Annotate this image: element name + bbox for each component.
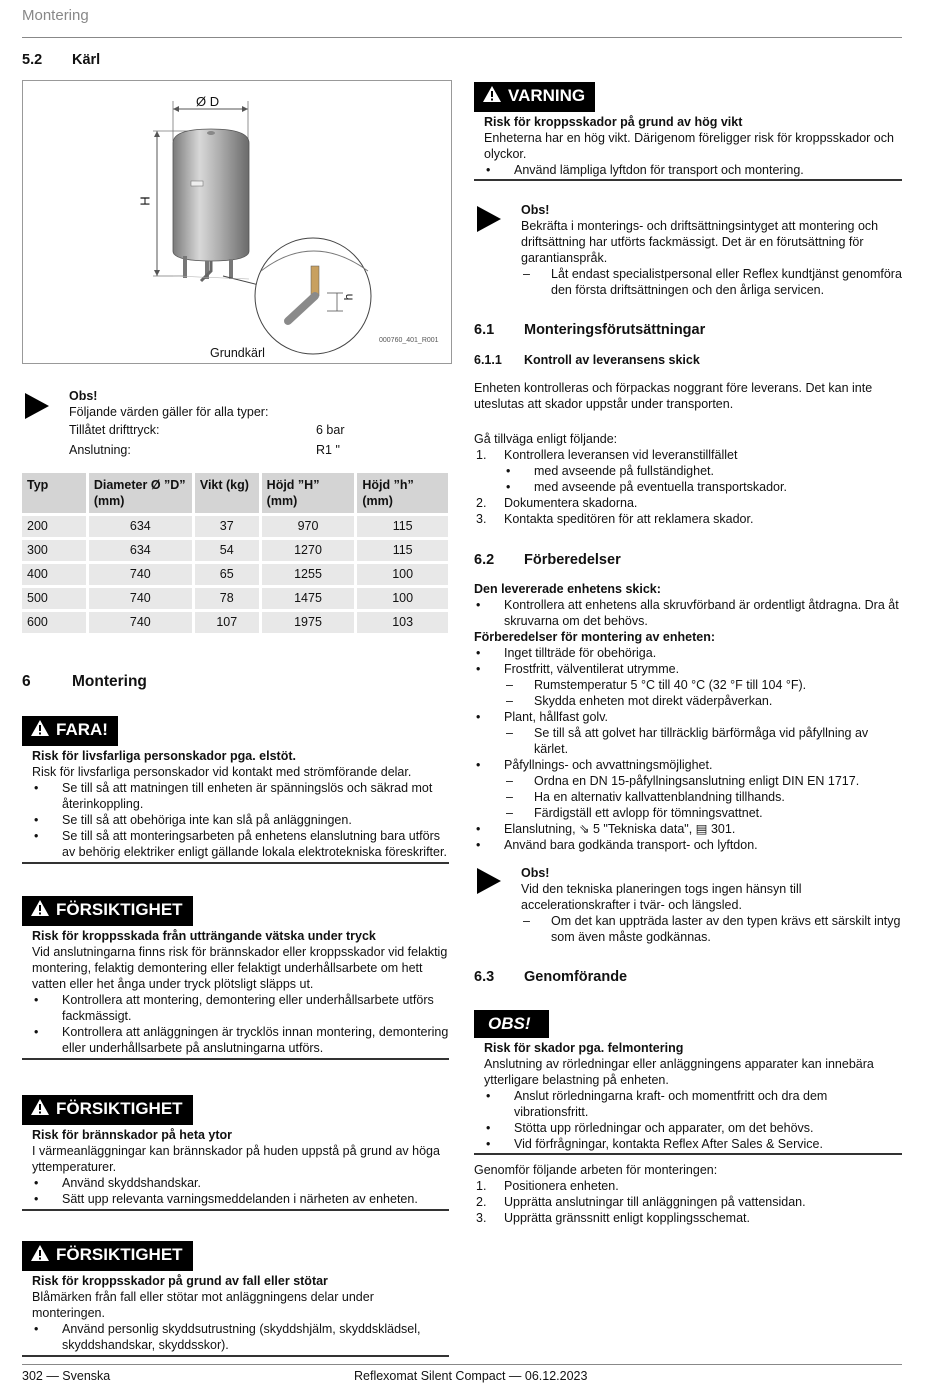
list-item: • Plant, hållfast golv. (476, 710, 608, 724)
list-item: 2. Dokumentera skadorna. (476, 496, 638, 510)
list-item: 3. Upprätta gränssnitt enligt kopplingsschemat. (476, 1211, 750, 1225)
running-header: Montering (22, 7, 89, 24)
obs-row-pressure (69, 420, 449, 440)
caution-box-pressure (22, 896, 449, 1060)
caution-badge: FÖRSIKTIGHET (22, 1241, 193, 1271)
obs-row-connection (69, 440, 449, 460)
caution-text: Blåmärken från fall eller stötar mot anläggningens delar under monteringen. (32, 1290, 374, 1320)
vessel-figure (22, 80, 452, 364)
obs-row-value: 6 bar (316, 423, 345, 437)
list-item: • Använd bara godkända transport- och lyftdon. (476, 838, 758, 852)
col-header: Typ (22, 473, 86, 513)
warning-box (474, 82, 902, 181)
col-header: Vikt (kg) (195, 473, 259, 513)
table-row: 400 740 65 1255 100 (22, 564, 448, 585)
danger-badge: FARA! (22, 716, 118, 746)
list-item: – Ha en alternativ kallvattenblandning tillhands. (506, 790, 785, 804)
table-row: 300 634 54 1270 115 (22, 540, 448, 561)
warning-triangle-icon (30, 1098, 50, 1122)
warning-triangle-icon (30, 899, 50, 923)
footer-rule (22, 1364, 902, 1365)
section-5-2-heading (22, 52, 100, 68)
list-item: • Inget tillträde för obehöriga. (476, 646, 657, 660)
caution-box-hot (22, 1095, 449, 1211)
warning-badge: VARNING (474, 82, 595, 112)
danger-box (22, 716, 449, 864)
caution-title: Risk för kroppsskador på grund av fall eller stötar (32, 1274, 328, 1288)
warning-text: Enheterna har en hög vikt. Därigenom föreligger risk för kroppsskador och olyckor. (484, 131, 894, 161)
list-item: 3. Kontakta speditören för att reklamera skador. (476, 512, 754, 526)
table-header-row (22, 473, 448, 513)
installation-steps: Genomför följande arbeten för monteringen: 1. Positionera enheten. 2. Upprätta anslutningar till anläggningen på vattensidan. 3. Upprätta gränssnitt enligt kopplingsschemat. (474, 1162, 902, 1226)
label-height-big: H (137, 196, 153, 206)
note-arrow-icon (477, 868, 501, 894)
figure-code: 000760_401_R001 (379, 337, 439, 344)
label-height-small: h (341, 293, 356, 301)
obs-text: Följande värden gäller för alla typer: (69, 405, 269, 419)
list-item: • Stötta upp rörledningar och apparater, om det behövs. (486, 1121, 814, 1135)
caution-badge: FÖRSIKTIGHET (22, 896, 193, 926)
vessel-drawing (23, 81, 451, 363)
list-item: • Använd lämpliga lyftdon för transport och montering. (486, 163, 804, 177)
caution-text: Vid anslutningarna finns risk för brännskador eller kroppsskador vid felaktig montering, felaktig demontering eller felaktigt underhållsarbete om hett vatten eller het ånga under tryck plötsligt släpps ut. (32, 945, 448, 991)
tech-data-link[interactable]: Elanslutning, ⇘ 5 "Tekniska data", ▤ 301. (504, 822, 736, 836)
list-item: • med avseende på fullständighet. (506, 464, 714, 478)
list-item: • Se till så att obehöriga inte kan slå på anläggningen. (34, 813, 352, 827)
obs-row-label: Anslutning: (69, 443, 131, 457)
obs-note-1 (69, 388, 449, 460)
list-item: – Om det kan uppträda laster av den typen krävs ett särskilt intyg som även måste godkännas. (523, 914, 901, 944)
section-title: Kärl (72, 52, 101, 68)
list-item: • Kontrollera att anläggningen är trycklös innan montering, demontering eller underhållsarbete på anslutningarna utförs. (34, 1025, 449, 1055)
delivery-check: Enheten kontrolleras och förpackas noggrant före leverans. Det kan inte uteslutas att skador uppstår under transporten. Gå tillväga enligt följande: 1. Kontrollera leveransen vid leveranstillfället • med avseende på fullständighet. • med avseende på eventuella transportskador. 2. Dokumentera skadorna. 3. Kontakta speditören för att reklamera skador. (474, 380, 902, 527)
caution-text: I värmeanläggningar kan brännskador på huden uppstå på grund av höga yttemperaturer. (32, 1144, 440, 1174)
warning-title: Risk för kroppsskador på grund av hög vikt (484, 115, 743, 129)
section-number: 5.2 (22, 52, 43, 68)
col-header: Höjd ”H” (mm) (262, 473, 355, 513)
note-arrow-icon (477, 206, 501, 232)
note-arrow-icon (25, 393, 49, 419)
list-item: • Använd skyddshandskar. (34, 1176, 201, 1190)
list-item: – Färdigställ ett avlopp för tömningsvattnet. (506, 806, 763, 820)
list-item: 1. Positionera enheten. (476, 1179, 619, 1193)
preparations: Den levererade enhetens skick: • Kontrollera att enhetens alla skruvförband är ordentligt åtdragna. Dra åt skruvarna om det behövs. Förberedelser för montering av enheten: • Inget tillträde för obehöriga. • Frostfritt, välventilerat utrymme. – Rumstemperatur 5 °C till 40 °C (32 °F till 104 °F). – Skydda enheten mot direkt väderpåverkan. • Plant, hållfast golv. – Se till så att golvet har tillräcklig bärförmåga vid påfyllning av kärlet. • Påfyllnings- och avvattningsmöjlighet. – Ordna en DN 15-påfyllningsanslutning enligt DIN EN 1717. – Ha en alternativ kallvattenblandning tillhands. – Färdigställ ett avlopp för tömningsvattnet. • Elanslutning, ⇘ 5 "Tekniska data", ▤ 301. • Använd bara godkända transport- och lyftdon. (474, 581, 902, 853)
list-item: • Vid förfrågningar, kontakta Reflex After Sales & Service. (486, 1137, 823, 1151)
figure-caption: Grundkärl (210, 346, 265, 360)
section-6-1-1-heading: 6.1.1 Kontroll av leveransens skick (474, 353, 700, 367)
warning-triangle-icon (30, 1244, 50, 1268)
list-item: • Anslut rörledningarna kraft- och momentfritt och dra dem vibrationsfritt. (486, 1089, 828, 1119)
obs-note-2: Obs! Bekräfta i monterings- och driftsättningsintyget att montering och driftsättning har utförts fackmässigt. Det är en förutsättning för garantianspråk. – Låt endast specialistpersonal eller Reflex kundtjänst genomföra den första driftsättningen och den årliga servicen. (521, 203, 902, 297)
obs-title: Obs! (69, 389, 98, 403)
section-6-3-heading: 6.3 Genomförande (474, 969, 628, 985)
list-item: • Elanslutning, ⇘ 5 "Tekniska data", ▤ 301. (476, 822, 736, 836)
list-item: • Påfyllnings- och avvattningsmöjlighet. (476, 758, 713, 772)
list-item: • Kontrollera att enhetens alla skruvförband är ordentligt åtdragna. Dra åt skruvarna om det behövs. (476, 598, 899, 628)
list-item: • Se till så att monteringsarbeten på enhetens elanslutning bara utförs av behörig elektriker enligt gällande lokala elektrotekniska föreskrifter. (34, 829, 447, 859)
footer-doc: Reflexomat Silent Compact — 06.12.2023 (354, 1369, 588, 1383)
list-item: • Frostfritt, välventilerat utrymme. (476, 662, 680, 676)
list-item: • Se till så att matningen till enheten är spänningslös och säkrad mot återinkoppling. (34, 781, 433, 811)
list-item: • Kontrollera att montering, demontering eller underhållsarbete utförs fackmässigt. (34, 993, 434, 1023)
warning-triangle-icon (30, 719, 50, 743)
caution-title: Risk för kroppsskada från utträngande vätska under tryck (32, 929, 376, 943)
header-rule (22, 37, 902, 38)
label-diameter: Ø D (196, 94, 220, 109)
col-header: Diameter Ø ”D” (mm) (89, 473, 192, 513)
list-item: • Använd personlig skyddsutrustning (skyddshjälm, skyddsklädsel, skyddshandskar, skyddsskor). (34, 1322, 421, 1352)
table-row: 600 740 107 1975 103 (22, 612, 448, 633)
list-item: • Sätt upp relevanta varningsmeddelanden i närheten av enheten. (34, 1192, 418, 1206)
caution-box-fall (22, 1241, 449, 1357)
vessel-table (19, 470, 451, 636)
section-6-2-heading: 6.2 Förberedelser (474, 552, 621, 568)
list-item: – Låt endast specialistpersonal eller Reflex kundtjänst genomföra den första driftsättningen och den årliga servicen. (523, 267, 902, 297)
list-item: – Rumstemperatur 5 °C till 40 °C (32 °F till 104 °F). (506, 678, 807, 692)
notice-badge: OBS! (474, 1010, 549, 1038)
danger-text: Risk för livsfarliga personskador vid kontakt med strömförande delar. (32, 765, 412, 779)
warning-triangle-icon (482, 85, 502, 109)
notice-box: OBS! Risk för skador pga. felmontering Anslutning av rörledningar eller anläggningens apparater kan innebära ytterligare belastning på enheten. • Anslut rörledningarna kraft- och momentfritt och dra dem vibrationsfritt. • Stötta upp rörledningar och apparater, om det behövs. • Vid förfrågningar, kontakta Reflex After Sales & Service. (474, 1010, 902, 1155)
table-row: 200 634 37 970 115 (22, 516, 448, 537)
obs-note-3: Obs! Vid den tekniska planeringen togs ingen hänsyn till accelerationskrafter i tvär- och längsled. – Om det kan uppträda laster av den typen krävs ett särskilt intyg som även måste godkännas. (521, 866, 901, 944)
list-item: – Skydda enheten mot direkt väderpåverkan. (506, 694, 773, 708)
list-item: – Ordna en DN 15-påfyllningsanslutning enligt DIN EN 1717. (506, 774, 860, 788)
table-row: 500 740 78 1475 100 (22, 588, 448, 609)
section-6-1-heading: 6.1 Monteringsförutsättningar (474, 322, 706, 338)
col-header: Höjd ”h” (mm) (357, 473, 448, 513)
obs-row-value: R1 " (316, 443, 340, 457)
footer-page: 302 — Svenska (22, 1369, 111, 1383)
danger-title: Risk för livsfarliga personskador pga. elstöt. (32, 749, 296, 763)
list-item: • med avseende på eventuella transportskador. (506, 480, 787, 494)
obs-row-label: Tillåtet drifttryck: (69, 423, 160, 437)
caution-badge: FÖRSIKTIGHET (22, 1095, 193, 1125)
list-item: 2. Upprätta anslutningar till anläggningen på vattensidan. (476, 1195, 806, 1209)
list-item: – Se till så att golvet har tillräcklig bärförmåga vid påfyllning av kärlet. (506, 726, 869, 756)
caution-title: Risk för brännskador på heta ytor (32, 1128, 233, 1142)
list-item: 1. Kontrollera leveransen vid leveranstillfället (476, 448, 738, 462)
section-6-heading: 6 Montering (22, 673, 147, 690)
